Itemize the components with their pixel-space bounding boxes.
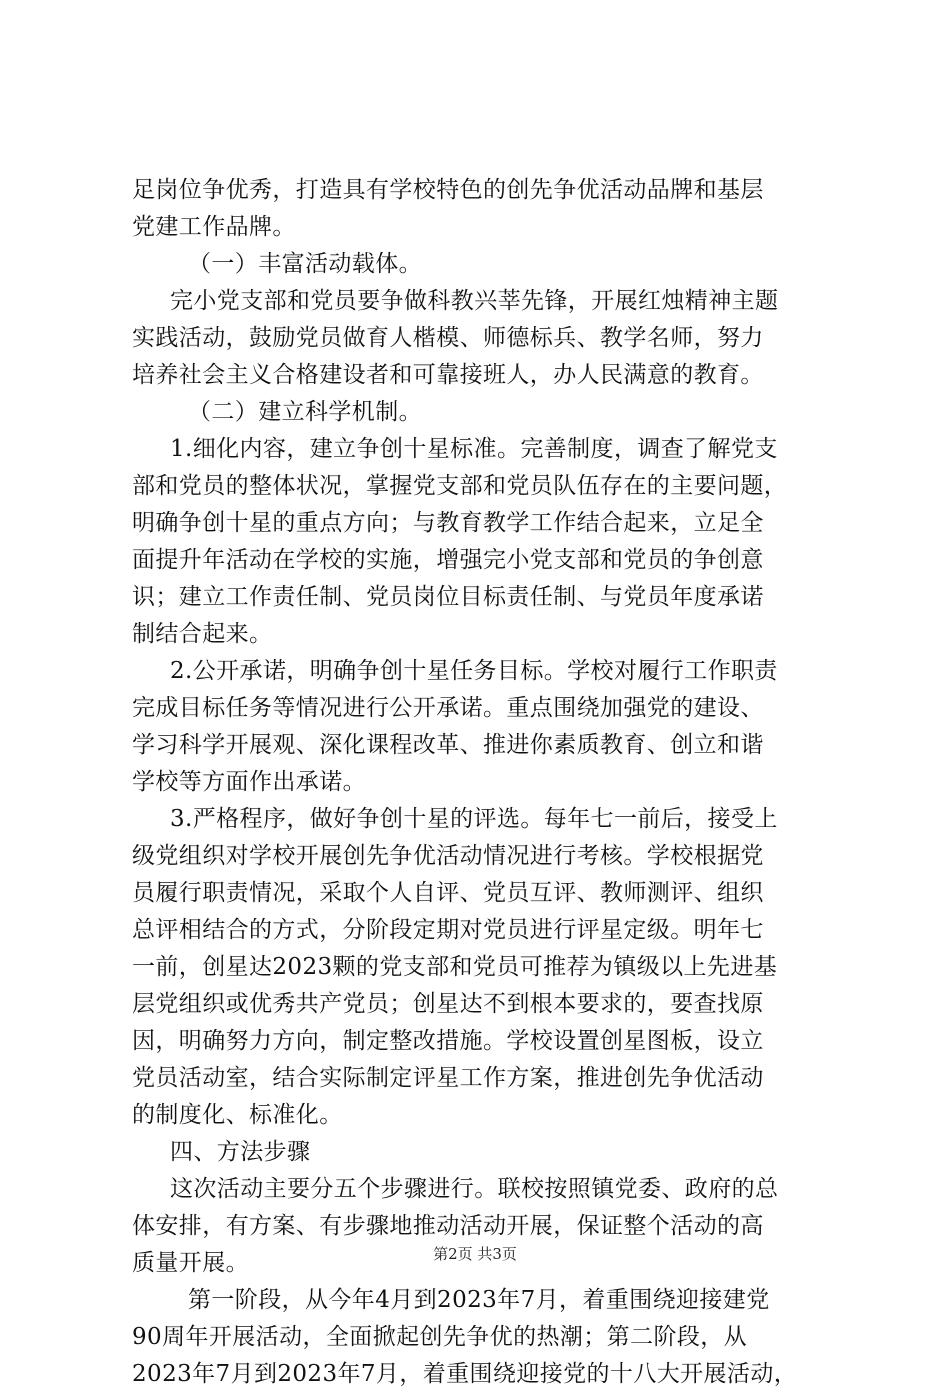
text-line: 完小党支部和党员要争做科教兴莘先锋，开展红烛精神主题 (170, 288, 779, 314)
text-line: 完成目标任务等情况进行公开承诺。重点围绕加强党的建设、 (132, 695, 764, 721)
text-line: 部和党员的整体状况，掌握党支部和党员队伍存在的主要问题， (132, 473, 788, 499)
text-line: 第一阶段，从今年4月到2023年7月，着重围绕迎接建党 (188, 1287, 770, 1313)
text-line: 的制度化、标准化。 (132, 1102, 343, 1128)
text-line: 实践活动，鼓励党员做育人楷模、师德标兵、教学名师，努力 (132, 325, 764, 351)
text-line: 90周年开展活动，全面掀起创先争优的热潮；第二阶段，从 (132, 1324, 748, 1350)
text-line: 层党组织或优秀共产党员；创星达不到根本要求的，要查找原 (132, 991, 764, 1017)
text-line: 总评相结合的方式，分阶段定期对党员进行评星定级。明年七 (132, 917, 764, 943)
text-line: 因，明确努力方向，制定整改措施。学校设置创星图板，设立 (132, 1028, 764, 1054)
text-line: 3.严格程序，做好争创十星的评选。每年七一前后，接受上 (170, 806, 778, 832)
text-line: 2.公开承诺，明确争创十星任务目标。学校对履行工作职责 (170, 658, 778, 684)
text-line: 2023年7月到2023年7月，着重围绕迎接党的十八大开展活动， (132, 1361, 798, 1387)
text-line: 培养社会主义合格建设者和可靠接班人，办人民满意的教育。 (132, 362, 764, 388)
text-line: 学校等方面作出承诺。 (132, 769, 366, 795)
text-line: 足岗位争优秀，打造具有学校特色的创先争优活动品牌和基层 (132, 177, 764, 203)
text-line: 党员活动室，结合实际制定评星工作方案，推进创先争优活动 (132, 1065, 764, 1091)
text-line: 这次活动主要分五个步骤进行。联校按照镇党委、政府的总 (170, 1176, 779, 1202)
text-line: 制结合起来。 (132, 621, 273, 647)
text-line: 级党组织对学校开展创先争优活动情况进行考核。学校根据党 (132, 843, 764, 869)
text-line: 体安排，有方案、有步骤地推动活动开展，保证整个活动的高 (132, 1213, 764, 1239)
text-line: 员履行职责情况，采取个人自评、党员互评、教师测评、组织 (132, 880, 764, 906)
text-line: 1.细化内容，建立争创十星标准。完善制度，调查了解党支 (170, 436, 778, 462)
text-line: 明确争创十星的重点方向；与教育教学工作结合起来，立足全 (132, 510, 764, 536)
text-line: （二）建立科学机制。 (188, 399, 422, 425)
document-body (132, 172, 832, 1393)
text-line: 四、方法步骤 (170, 1139, 311, 1165)
text-line: 一前，创星达2023颗的党支部和党员可推荐为镇级以上先进基 (132, 954, 778, 980)
text-line: 识；建立工作责任制、党员岗位目标责任制、与党员年度承诺 (132, 584, 764, 610)
text-line: 质量开展。 (132, 1250, 249, 1276)
text-line: （一）丰富活动载体。 (188, 251, 422, 277)
text-line: 面提升年活动在学校的实施，增强完小党支部和党员的争创意 (132, 547, 764, 573)
text-line: 学习科学开展观、深化课程改革、推进你素质教育、创立和谐 (132, 732, 764, 758)
text-line: 党建工作品牌。 (132, 214, 296, 240)
page-footer: 第2页 共3页 (433, 1245, 517, 1263)
